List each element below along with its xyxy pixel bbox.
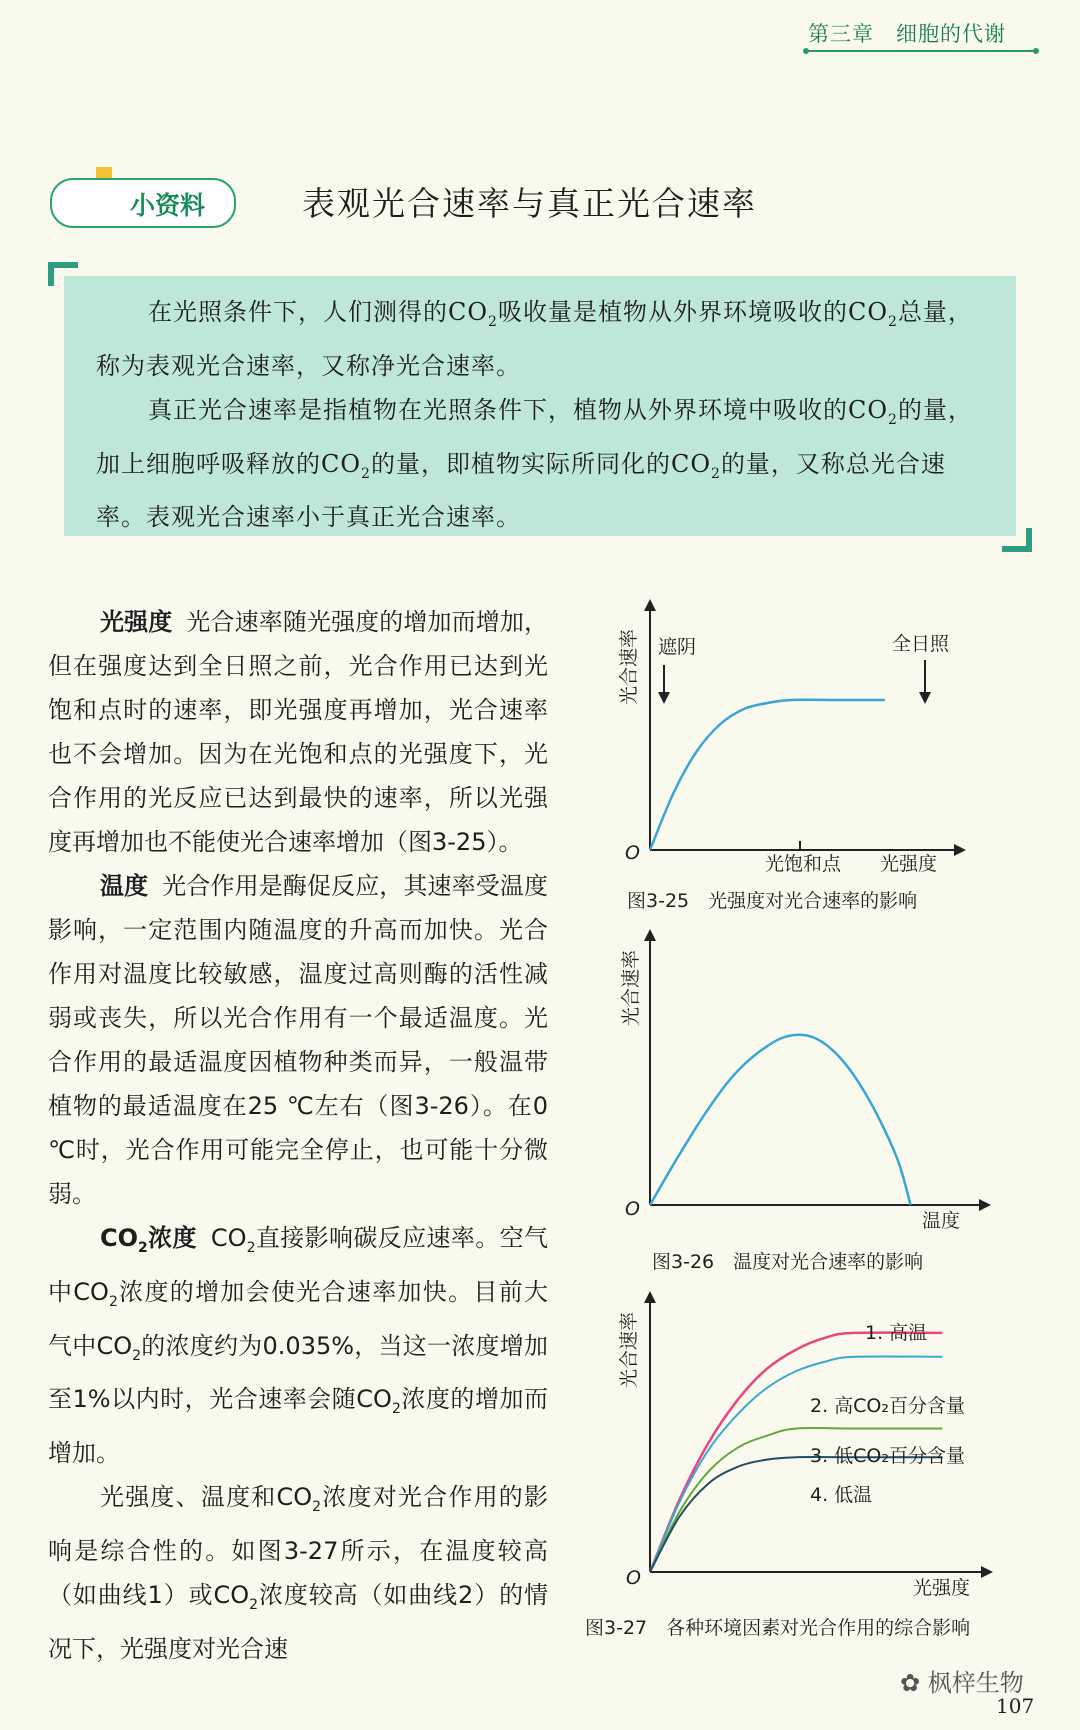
- header-rule: [806, 50, 1036, 52]
- chart-caption: 图3-26 温度对光合速率的影响: [652, 1251, 924, 1270]
- section-co2: $CO_2$浓度 $CO_2$直接影响碳反应速率。空气中$CO_2$浓度的增加会使光合速率加快。目前大气中$CO_2$的浓度约为0.035%，当这一浓度增加至1%以内时，光合速率会随$CO_2$浓度的增加而增加。: [48, 1224, 549, 1468]
- chapter-header: 第三章 细胞的代谢: [808, 22, 1006, 46]
- section-light: 光强度 光合速率随光强度的增加而增加，但在强度达到全日照之前，光合作用已达到光饱和点时的速率，即光强度再增加，光合速率也不会增加。因为在光饱和点的光强度下，光合作用的光反应已达到最快的速率，所以光强度再增加也不能使光合速率增加（图3-25）。: [48, 608, 549, 856]
- series-line: [650, 700, 885, 850]
- chart-caption: 图3-25 光强度对光合速率的影响: [627, 890, 918, 912]
- page-number: 107: [996, 1694, 1035, 1718]
- y-axis-label: 光合速率: [618, 1311, 640, 1389]
- info-text: [96, 290, 992, 539]
- section-temperature: 温度 光合作用是酶促反应，其速率受温度影响，一定范围内随温度的升高而加快。光合作用对温度比较敏感，温度过高则酶的活性减弱或丧失，所以光合作用有一个最适温度。光合作用的最适温度因植物种类而异，一般温带植物的最适温度在25 ℃左右（图3-26）。在0 ℃时，光合作用可能完全停止，也可能十分微弱。: [48, 872, 549, 1208]
- series-line: [650, 1035, 911, 1205]
- keyword-temperature: 温度: [100, 872, 149, 900]
- corner-mark-br-v: [1026, 528, 1032, 552]
- legend-low-temp: 4. 低温: [810, 1484, 873, 1506]
- legend-low-co2: 3. 低CO₂百分含量: [810, 1445, 966, 1467]
- x-axis-label: 光强度: [880, 853, 938, 875]
- info-badge: [50, 178, 236, 228]
- info-box-title: 表观光合速率与真正光合速率: [302, 184, 757, 223]
- legend-high-temp: 1. 高温: [865, 1322, 928, 1344]
- chart-combined: [585, 1282, 1030, 1642]
- keyword-light: 光强度: [100, 608, 173, 636]
- chart-light-intensity: [590, 595, 990, 915]
- badge-label: 小资料: [130, 191, 206, 220]
- corner-mark-tl-v: [48, 262, 54, 286]
- origin-label: O: [625, 1198, 640, 1220]
- x-axis-label: 光强度: [913, 1577, 971, 1599]
- origin-label: O: [626, 1567, 641, 1589]
- chart-temperature: [600, 925, 1000, 1270]
- info-paragraph-2: 真正光合速率是指植物在光照条件下，植物从外界环境中吸收的$CO_2$的量，加上细胞呼吸释放的$CO_2$的量，即植物实际所同化的$CO_2$的量，又称总光合速率。表观光合速率小于真正光合速率。: [96, 395, 973, 532]
- annotation-shade: 遮阴: [658, 636, 697, 658]
- annotation-full-sun: 全日照: [892, 633, 950, 655]
- section-combined: 光强度、温度和$CO_2$浓度对光合作用的影响是综合性的。如图3-27所示，在温度较高（如曲线1）或$CO_2$浓度较高（如曲线2）的情况下，光强度对光合速: [48, 1483, 549, 1663]
- watermark: ✿ 枫梓生物: [900, 1669, 1024, 1697]
- chart-caption: 图3-27 各种环境因素对光合作用的综合影响: [585, 1617, 971, 1639]
- info-paragraph-1: 在光照条件下，人们测得的$CO_2$吸收量是植物从外界环境吸收的$CO_2$总量，称为表观光合速率，又称净光合速率。: [96, 298, 973, 380]
- keyword-co2: $CO_2$浓度: [100, 1224, 197, 1256]
- x-tick-label: 光饱和点: [765, 853, 842, 875]
- y-axis-label: 光合速率: [618, 628, 640, 706]
- x-axis-label: 温度: [922, 1210, 961, 1232]
- legend-high-co2: 2. 高CO₂百分含量: [810, 1395, 966, 1417]
- y-axis-label: 光合速率: [620, 949, 642, 1027]
- origin-label: O: [625, 842, 640, 864]
- body-text: [48, 600, 548, 1671]
- wechat-icon: ✿: [900, 1669, 928, 1697]
